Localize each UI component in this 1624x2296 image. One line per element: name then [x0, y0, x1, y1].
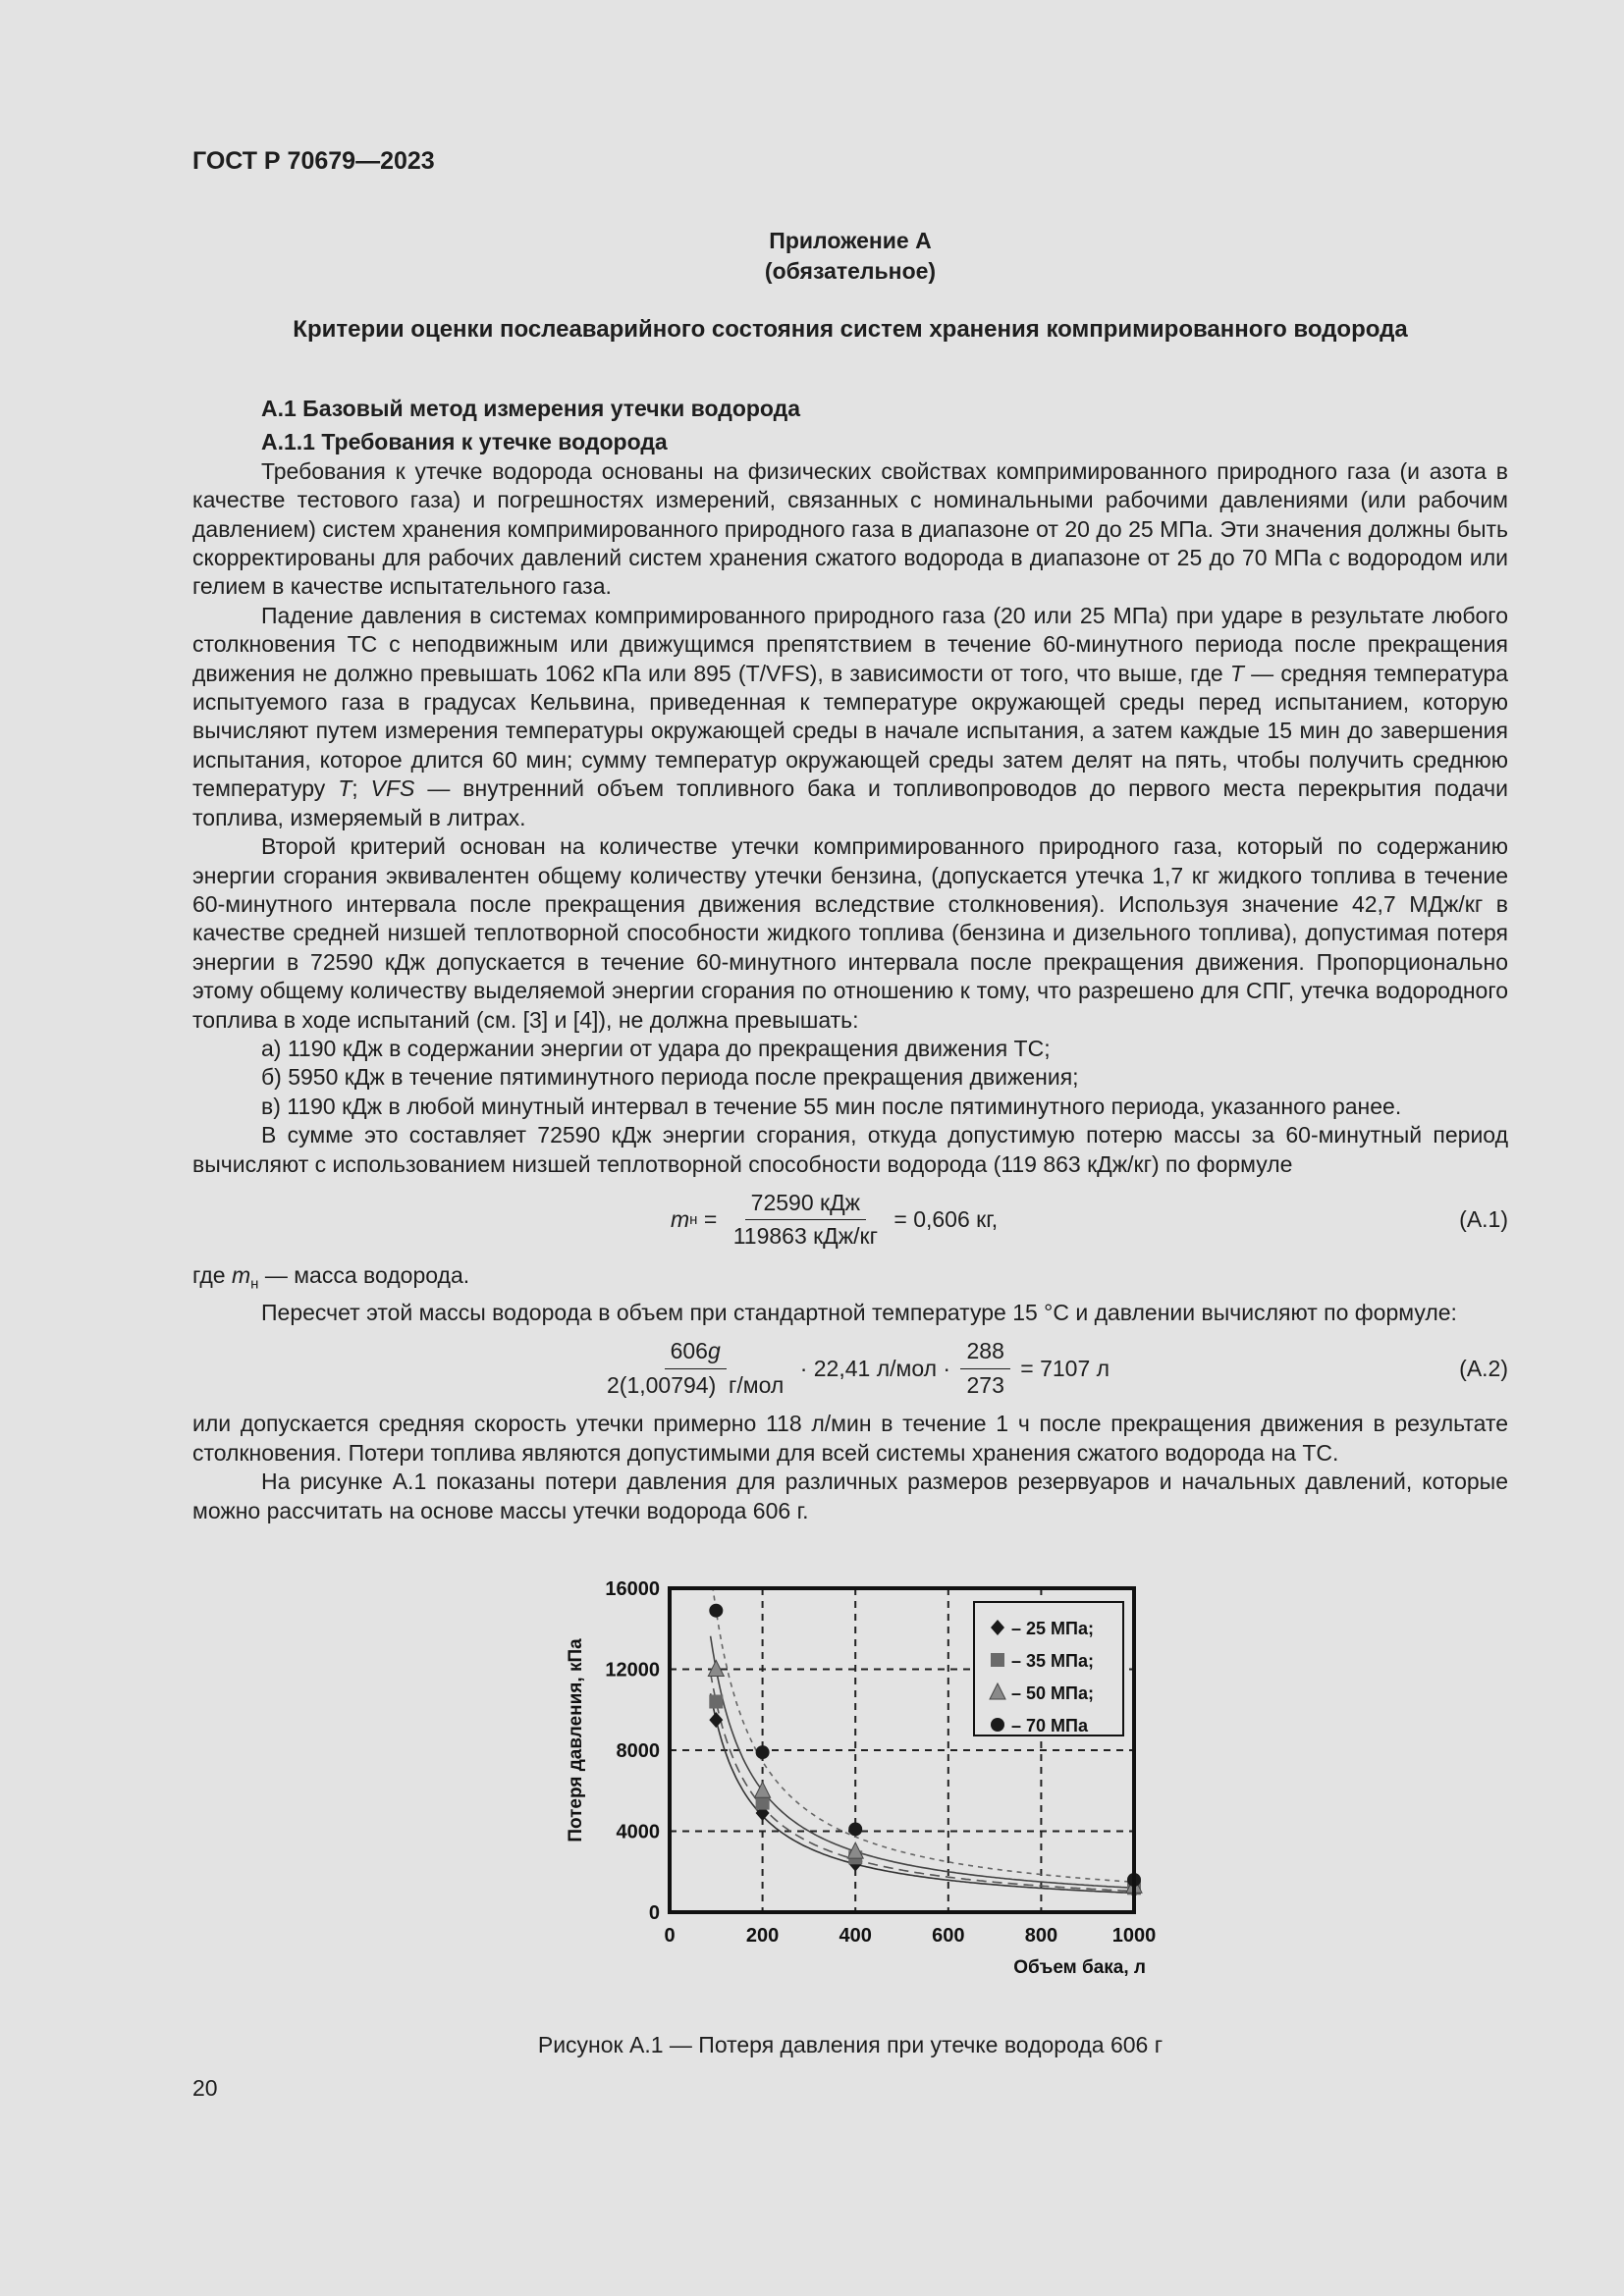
x-tick-label: 200	[745, 1925, 780, 1947]
data-point	[709, 1712, 723, 1728]
paragraph-2: Падение давления в системах компримированного природного газа (20 или 25 МПа) при ударе в результате любого столкновения ТС с неподвижным или движущимся препятствием в течение 60-минутного периода после прекращения движения не должно превышать 1062 кПа или 895 (T/VFS), в зависимости от того, что выше, где T — средняя температура испытуемого газа в градусах Кельвина, приведенная к температуре окружающей среды перед испытанием, которую вычисляют путем измерения температуры окружающей среды в начале испытания, а затем каждые 15 мин до завершения испытания, которое длится 60 мин; сумму температур окружающей среды затем делят на пять, чтобы получить среднюю температуру T; VFS — внутренний объем топливного бака и топливопроводов до первого места перекрытия подачи топлива, измеряемый в литрах.	[192, 602, 1508, 830]
y-tick-label: 8000	[616, 1740, 660, 1762]
data-point	[756, 1745, 770, 1759]
x-axis-label: Объем бака, л	[1013, 1957, 1146, 1978]
section-heading-a11: А.1.1 Требования к утечке водорода	[261, 429, 668, 455]
body-text	[192, 395, 1508, 1525]
legend-label: – 25 МПа;	[1011, 1619, 1094, 1638]
x-tick-label: 400	[839, 1925, 872, 1947]
x-tick-label: 0	[664, 1925, 676, 1947]
legend-marker	[991, 1718, 1004, 1732]
x-tick-label: 1000	[1111, 1925, 1157, 1947]
formula-a1: m н = $\frac{\text{72590 кДж}}{\text{119863 кДж/кг}}$ = 0,606 кг, (А.1)	[192, 1188, 1508, 1253]
figure-a1	[550, 1571, 1178, 1983]
list-item-c: в) 1190 кДж в любой минутный интервал в течение 55 мин после пятиминутного периода, указанного ранее.	[261, 1093, 1402, 1119]
section-heading-a1: А.1 Базовый метод измерения утечки водорода	[261, 396, 801, 421]
pressure-loss-chart	[550, 1571, 1178, 1983]
paragraph-7: На рисунке А.1 показаны потери давления для различных размеров резервуаров и начальных давлений, которые можно рассчитать на основе массы утечки водорода 606 г.	[192, 1468, 1508, 1523]
figure-caption: Рисунок А.1 — Потеря давления при утечке водорода 606 г	[537, 2032, 1164, 2057]
legend-label: – 35 МПа;	[1011, 1651, 1094, 1671]
paragraph-5: Пересчет этой массы водорода в объем при стандартной температуре 15 °С и давлении вычисляют по формуле:	[261, 1299, 1457, 1325]
data-point	[847, 1842, 863, 1858]
legend-label: – 50 МПа;	[1011, 1683, 1094, 1703]
list-item-b: б) 5950 кДж в течение пятиминутного периода после прекращения движения;	[261, 1064, 1079, 1091]
document-header: ГОСТ Р 70679—2023	[192, 147, 435, 175]
y-tick-label: 12000	[605, 1659, 660, 1682]
y-tick-label: 4000	[616, 1821, 660, 1843]
formula-a2-fraction-2: $\frac{288}{273}$	[960, 1337, 1009, 1400]
data-point	[848, 1822, 862, 1836]
y-tick-label: 0	[648, 1902, 660, 1924]
annex-heading	[192, 226, 1508, 287]
formula-a1-fraction: $\frac{\text{72590 кДж}}{\text{119863 кДж/кг}}$	[732, 1190, 878, 1250]
list-item-a: а) 1190 кДж в содержании энергии от удара до прекращения движения ТС;	[261, 1035, 1051, 1061]
x-tick-label: 600	[932, 1925, 965, 1947]
page-number: 20	[192, 2075, 218, 2101]
where-clause: где $m_н$ — масса водорода.	[192, 1261, 470, 1293]
formula-a1-number: (А.1)	[1459, 1206, 1508, 1233]
data-point	[709, 1695, 723, 1709]
annex-title: Критерии оценки послеаварийного состояния систем хранения компримированного водорода	[293, 316, 1408, 343]
legend-label: – 70 МПа	[1011, 1716, 1088, 1735]
legend-marker	[991, 1653, 1004, 1667]
annex-label: Приложение А	[769, 228, 932, 253]
data-point	[709, 1604, 723, 1618]
formula-a2-number: (А.2)	[1459, 1355, 1508, 1381]
paragraph-4: В сумме это составляет 72590 кДж энергии сгорания, откуда допустимую потерю массы за 60-минутный период вычисляют с использованием низшей теплотворной способности водорода (119 863 кДж/кг) по формуле	[192, 1122, 1508, 1177]
y-tick-label: 16000	[605, 1578, 660, 1600]
x-tick-label: 800	[1024, 1925, 1058, 1947]
paragraph-1: Требования к утечке водорода основаны на физических свойствах компримированного природного газа (и азота в качестве тестового газа) и погрешностях измерений, связанных с номинальными рабочими давлениями (или рабочим давлением) систем хранения компримированного природного газа в диапазоне от 20 до 25 МПа. Эти значения должны быть скорректированы для рабочих давлений систем хранения сжатого водорода в диапазоне от 25 до 70 МПа с водородом или гелием в качестве испытательного газа.	[192, 457, 1508, 600]
formula-a2-fraction-1: $\frac{606g}{\text{2(1,00794) г/мол}}$	[607, 1338, 785, 1398]
formula-a2: $\frac{606g}{\text{2(1,00794) г/мол}}$ · 22,41 л/мол · $\frac{288}{273}$ = 7107 л (А.2)	[192, 1336, 1508, 1401]
paragraph-3: Второй критерий основан на количестве утечки компримированного природного газа, который по содержанию энергии сгорания эквивалентен общему количеству утечки бензина, (допускается утечка 1,7 кг жидкого топлива в течение 60-минутного интервала после прекращения движения вследствие столкновения). Используя значение 42,7 МДж/кг в качестве средней низшей теплотворной способности жидкого топлива (бензина и дизельного топлива), допустимая потеря энергии в 72590 кДж допускается в течение 60-минутного интервала после прекращения движения. Пропорционально этому общему количеству выделяемой энергии сгорания по отношению к тому, что разрешено для СПГ, утечка водородного топлива в ходе испытаний (см. [3] и [4]), не должна превышать:	[192, 833, 1508, 1033]
annex-status: (обязательное)	[764, 258, 937, 284]
paragraph-6: или допускается средняя скорость утечки примерно 118 л/мин в течение 1 ч после прекращения движения в результате столкновения. Потери топлива являются допустимыми для всей системы хранения сжатого водорода на ТС.	[192, 1411, 1508, 1466]
y-axis-label: Потеря давления, кПа	[566, 1638, 586, 1842]
